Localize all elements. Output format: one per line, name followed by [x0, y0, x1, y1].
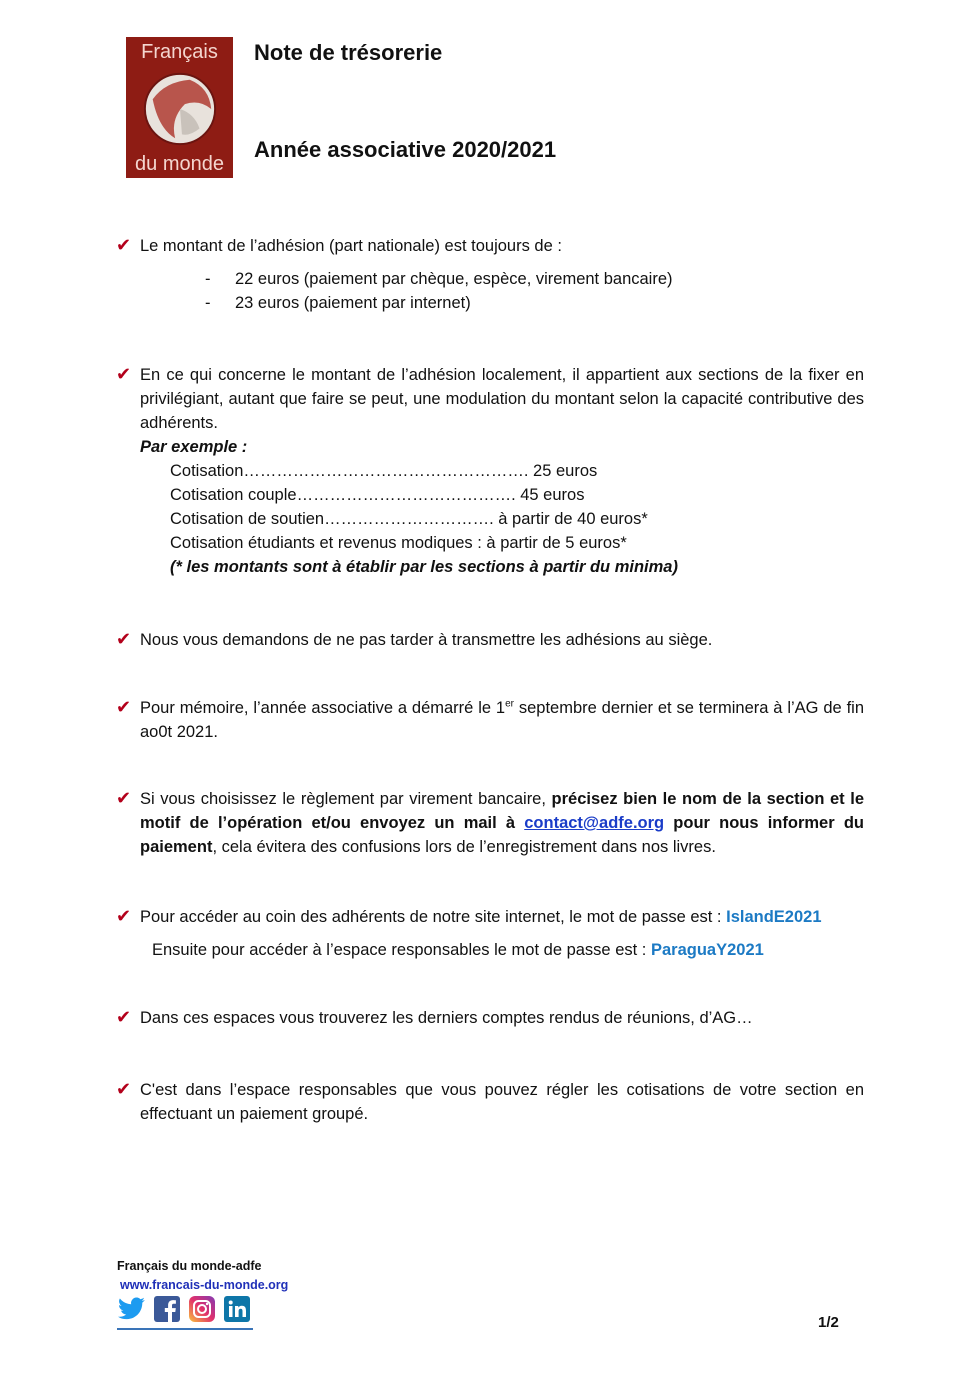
transmit-section — [116, 628, 864, 652]
memo-text-before: Pour mémoire, l’année associative a démarré le 1 — [140, 699, 506, 717]
fee-item — [205, 267, 673, 291]
instagram-icon[interactable] — [188, 1296, 216, 1322]
example-row: Cotisation couple…………………………………. 45 euros — [170, 486, 585, 504]
transfer-text: , cela évitera des confusions lors de l’enregistrement dans nos livres. — [212, 838, 716, 856]
fee-item — [205, 291, 471, 315]
checkmark-icon: ✔ — [116, 1079, 132, 1099]
password-line-2: Ensuite pour accéder à l’espace responsables le mot de passe est : — [152, 941, 651, 959]
memo-section — [116, 696, 864, 744]
dash-bullet: - — [205, 294, 211, 312]
checkmark-icon: ✔ — [116, 906, 132, 926]
checkmark-icon: ✔ — [116, 629, 132, 649]
group-payment-text: C'est dans l’espace responsables que vous pouvez régler les cotisations de votre section en effectuant un paiement groupé. — [140, 1081, 864, 1123]
local-fee-section — [116, 363, 864, 579]
logo — [126, 37, 233, 178]
twitter-icon[interactable] — [118, 1296, 146, 1322]
spaces-text: Dans ces espaces vous trouverez les derniers comptes rendus de réunions, d’AG… — [140, 1009, 753, 1027]
checkmark-icon: ✔ — [116, 788, 132, 808]
example-row: Cotisation……………………………………………. 25 euros — [170, 462, 598, 480]
passwords-section — [116, 905, 864, 929]
transfer-bold-text: pour nous informer du paiement — [140, 814, 864, 856]
page-subtitle: Année associative 2020/2021 — [254, 137, 557, 162]
spaces-section — [116, 1006, 864, 1030]
logo-text-top: Français — [141, 41, 218, 63]
logo-text-bottom: du monde — [135, 153, 224, 175]
transmit-text: Nous vous demandons de ne pas tarder à transmettre les adhésions au siège. — [140, 631, 713, 649]
contact-email-link[interactable]: contact@adfe.org — [524, 814, 665, 832]
local-fee-text: En ce qui concerne le montant de l’adhésion localement, il appartient aux sections de la fixer en privilégiant, autant que faire se peut, une modulation du montant selon la capacité contributive des adhérents. — [140, 366, 864, 432]
memo-sup: er — [505, 698, 514, 710]
manager-password: ParaguaY2021 — [650, 941, 764, 959]
social-icons — [118, 1296, 251, 1322]
national-fee-text: Le montant de l’adhésion (part nationale) est toujours de : — [140, 237, 562, 255]
transfer-section — [116, 787, 864, 859]
page-title: Note de trésorerie — [254, 40, 443, 65]
national-fee-section — [116, 234, 864, 258]
example-title: Par exemple : — [140, 438, 248, 456]
footer-divider — [117, 1328, 253, 1330]
fee-item-text: 22 euros (paiement par chèque, espèce, virement bancaire) — [235, 270, 673, 288]
passwords-line-2 — [152, 938, 876, 962]
transfer-text: Si vous choisissez le règlement par virement bancaire, — [140, 790, 552, 808]
facebook-icon[interactable] — [153, 1296, 181, 1322]
member-password: IslandE2021 — [726, 908, 822, 926]
dash-bullet: - — [205, 270, 211, 288]
transfer-bold-text: précisez bien le nom de la section et le motif de l’opération et/ou envoyez un mail à — [140, 790, 864, 832]
website-link[interactable]: www.francais-du-monde.org — [120, 1278, 289, 1292]
footer-org: Français du monde-adfe — [117, 1259, 262, 1273]
example-note: (* les montants sont à établir par les sections à partir du minima) — [170, 558, 678, 576]
checkmark-icon: ✔ — [116, 1007, 132, 1027]
example-row: Cotisation de soutien…………………………. à partir de 40 euros* — [170, 510, 648, 528]
checkmark-icon: ✔ — [116, 364, 132, 384]
memo-text-after: septembre dernier et se terminera à l’AG de fin ao0t 2021. — [140, 699, 864, 741]
checkmark-icon: ✔ — [116, 235, 132, 255]
group-payment-section — [116, 1078, 864, 1126]
globe-icon — [141, 70, 219, 148]
page-number: 1/2 — [818, 1314, 839, 1331]
password-line-1: Pour accéder au coin des adhérents de notre site internet, le mot de passe est : — [140, 908, 727, 926]
fee-item-text: 23 euros (paiement par internet) — [235, 294, 471, 312]
linkedin-icon[interactable] — [223, 1296, 251, 1322]
checkmark-icon: ✔ — [116, 697, 132, 717]
example-row: Cotisation étudiants et revenus modiques : à partir de 5 euros* — [170, 534, 627, 552]
